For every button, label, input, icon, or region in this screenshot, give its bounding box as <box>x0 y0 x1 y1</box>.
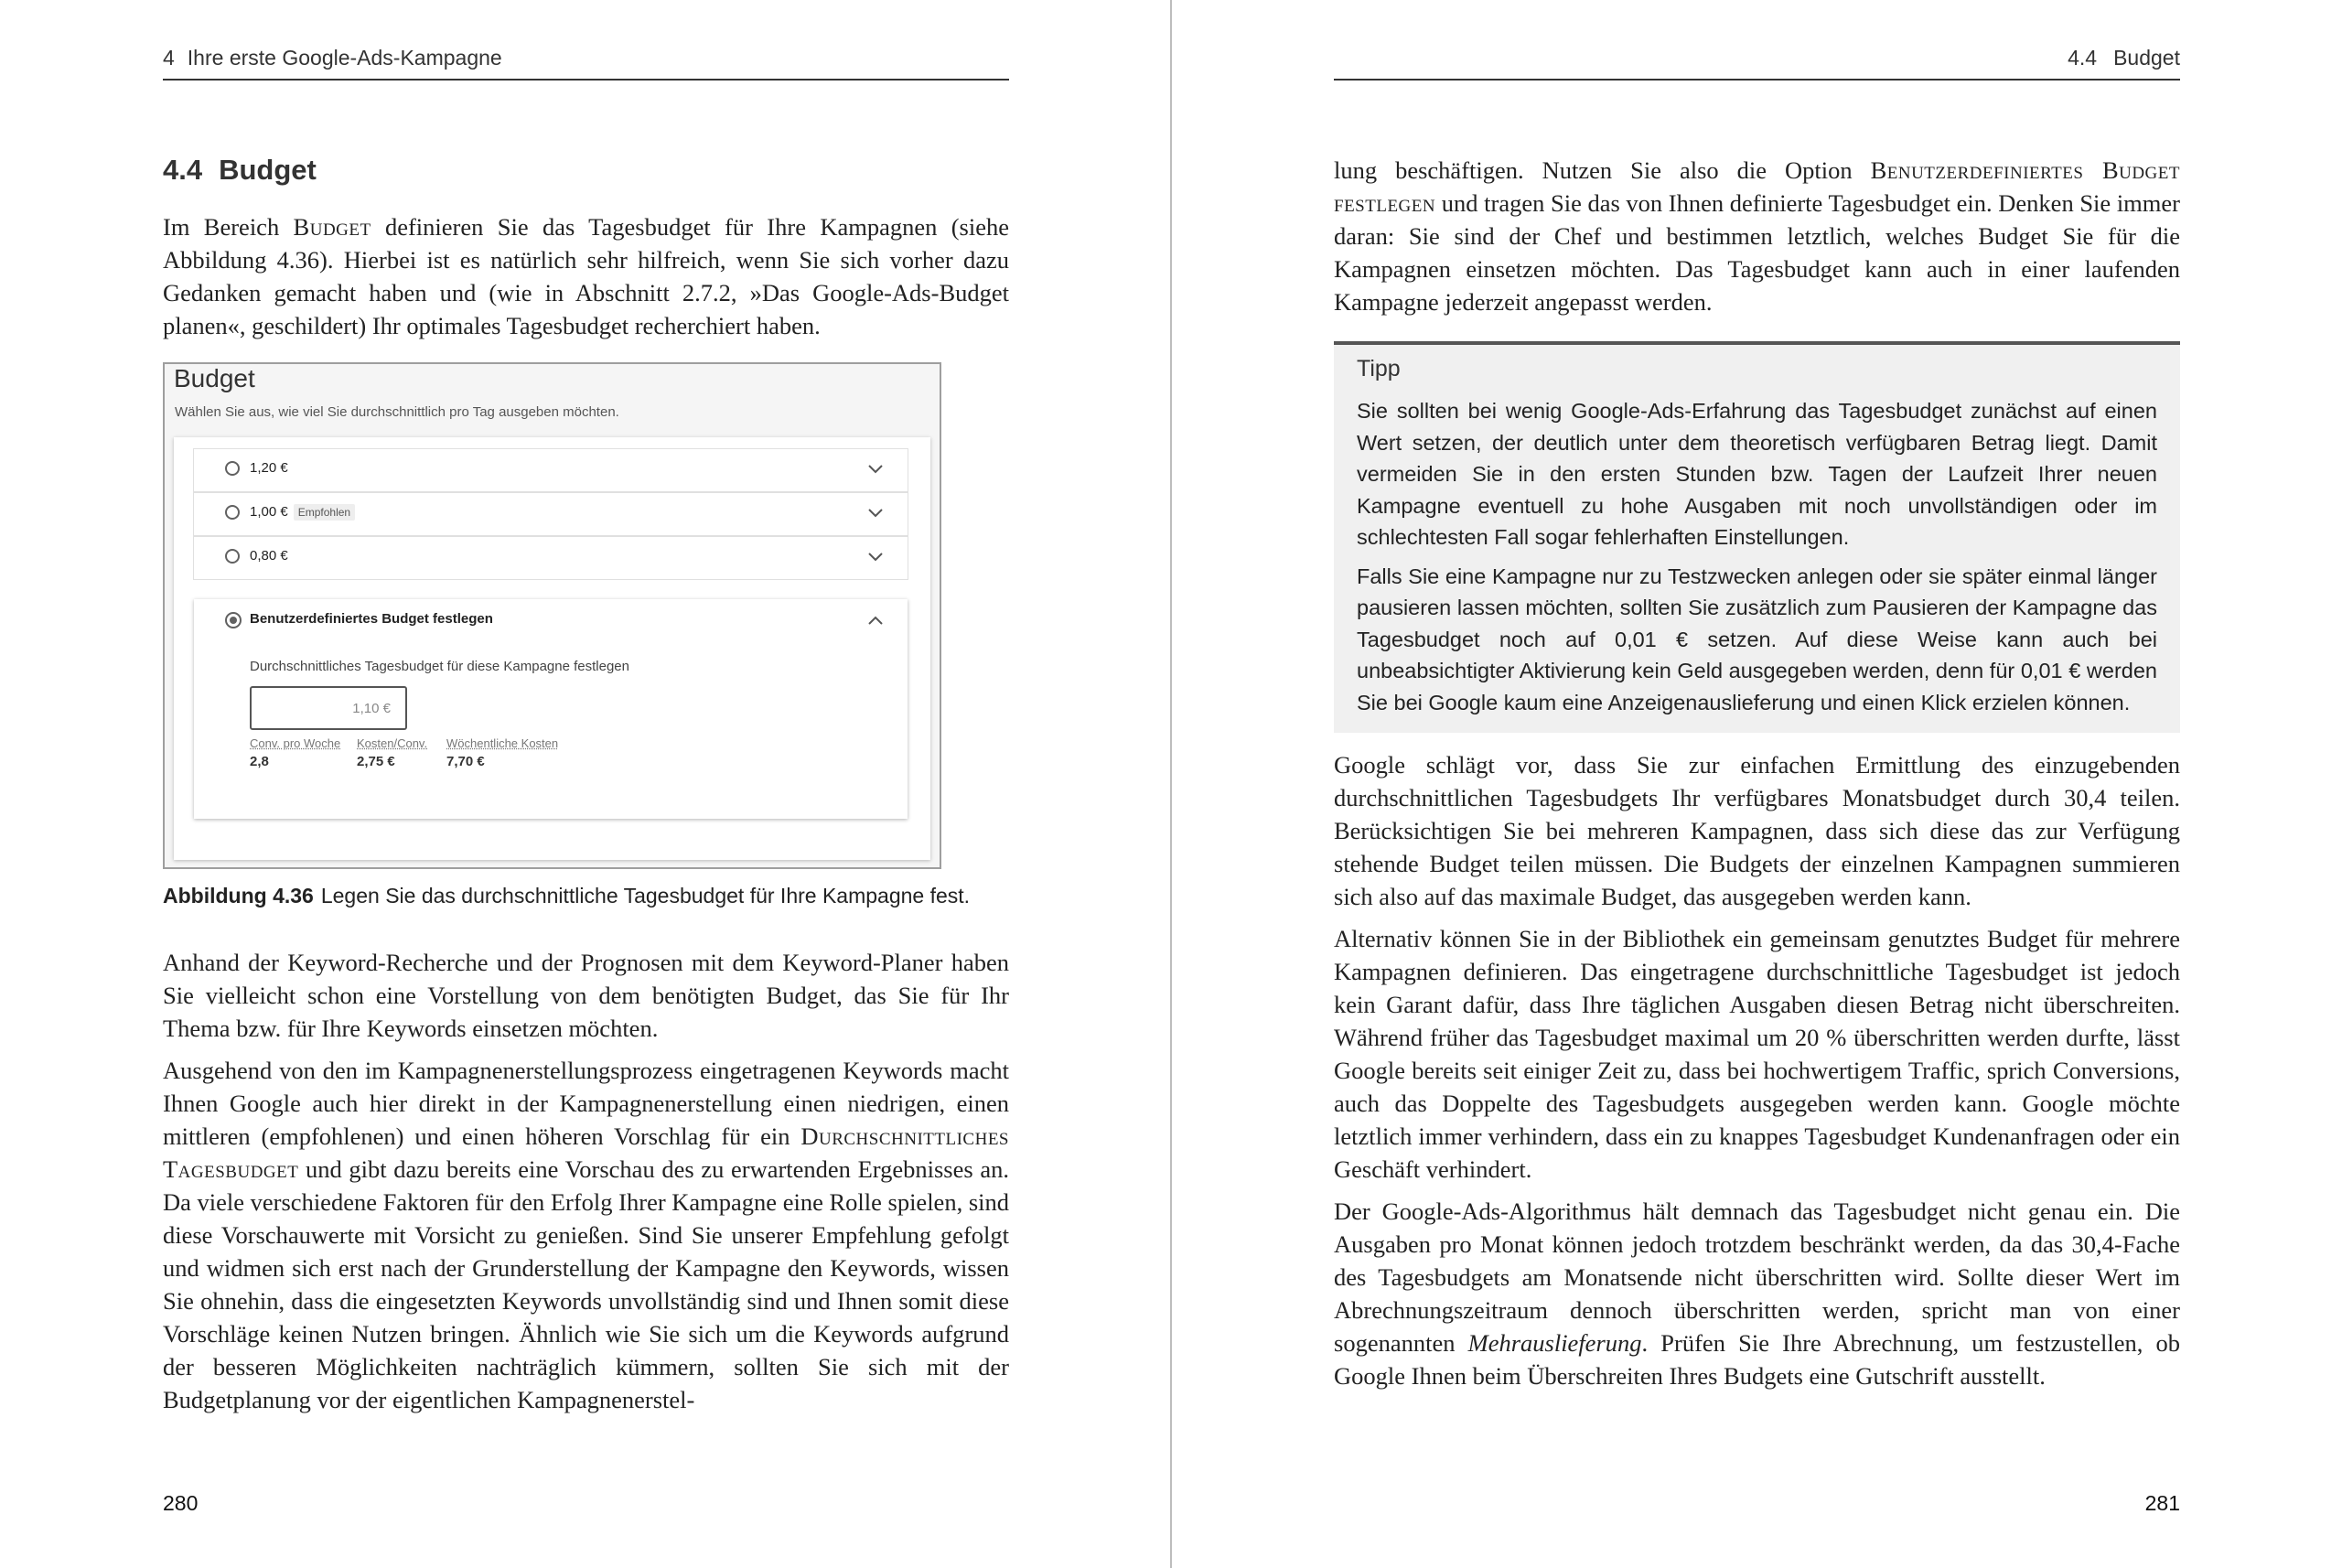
text-run: Im Bereich <box>163 213 294 241</box>
ui-term: Durchschnittliches Tagesbudget <box>163 1122 1009 1183</box>
text-run: . Prüfen Sie Ihre Abrechnung, um festzustellen, ob Google Ihnen beim Überschreiten Ihres Budgets eine Gutschrift ausstellt. <box>1334 1329 2180 1390</box>
intro-paragraph-block <box>163 210 1009 351</box>
right-page <box>1172 0 2342 1568</box>
radio-button[interactable] <box>225 461 240 476</box>
running-head <box>1334 46 2180 81</box>
chevron-down-icon[interactable] <box>865 458 886 478</box>
paragraph: Google schlägt vor, dass Sie zur einfachen Ermittlung des einzugebenden durchschnittlichen Tagesbudgets Ihr verfügbares Monatsbudget durch 30,4 teilen. Berücksichtigen Sie bei mehreren Kampagnen, dass sich diese das zur Verfügung stehende Budget teilen müssen. Die Budgets der einzelnen Kampagnen summieren sich also auf das maximale Budget, das ausgegeben werden kann. <box>1334 751 2180 910</box>
budget-option-1[interactable] <box>194 449 908 491</box>
figure-caption-label: Abbildung 4.36 <box>163 884 314 908</box>
figure-caption <box>163 884 1009 908</box>
stat-cost-per-conversion <box>357 736 427 769</box>
tip-paragraph: Sie sollten bei wenig Google-Ads-Erfahrung das Tagesbudget zunächst auf einen Wert setzen, der deutlich unter dem theoretisch verfügbaren Betrag liegt. Damit vermeiden Sie in den ersten Stunden bzw. Tagen der Laufzeit Ihrer neuen Kampagne eventuell zu hohe Ausgaben mit noch unvollständigen oder im schlechtesten Fall sogar fehlerhaften Einstellungen. <box>1357 399 2157 549</box>
text-run: und gibt dazu bereits eine Vorschau des zu erwartenden Ergebnisses an. Da viele verschiedene Faktoren für den Erfolg Ihrer Kampagne eine Rolle spielen, sind diese Vorschauwerte mit Vorsicht zu genießen. Sind Sie unserer Empfehlung gefolgt und widmen sich erst nach der Grunderstellung der Kampagne den Keywords, wissen Sie ohnehin, dass die eingesetzten Keywords unvollständig sind und Ihnen somit diese Vorschläge keinen Nutzen bringen. Ähnlich wie Sie sich um die Keywords aufgrund der besseren Möglichkeiten nachträglich kümmern, sollten Sie sich mit der Budgetplanung vor der eigentlichen Kampagnenerstel- <box>163 1155 1009 1413</box>
tip-paragraph: Falls Sie eine Kampagne nur zu Testzwecken anlegen oder sie später einmal länger pausieren lassen möchten, sollten Sie zusätzlich zum Pausieren der Kampagne das Tagesbudget noch auf 0,01 € setzen. Auf diese Weise kann auch bei unbeabsichtigter Aktivierung kein Geld ausgegeben werden, denn für 0,01 € werden Sie bei Google kaum eine Anzeigenauslieferung und einen Klick erzielen können. <box>1357 564 2157 714</box>
paragraph <box>1334 154 2180 318</box>
stat-label: Wöchentliche Kosten <box>446 736 559 750</box>
ui-term: Budget <box>293 213 371 241</box>
page-number: 280 <box>163 1491 199 1515</box>
section-number: 4.4 <box>2068 46 2098 70</box>
option-label: 1,20 € <box>250 460 288 476</box>
recommended-badge: Empfohlen <box>294 504 355 521</box>
section-number: 4.4 <box>163 154 203 186</box>
tip-title: Tipp <box>1357 356 1401 381</box>
left-page <box>0 0 1170 1568</box>
budget-options-card <box>174 437 930 860</box>
chapter-title: Ihre erste Google-Ads-Kampagne <box>187 46 502 70</box>
daily-budget-input[interactable] <box>250 686 407 730</box>
running-head <box>163 46 1009 81</box>
budget-option-2[interactable] <box>194 493 908 535</box>
stat-weekly-cost <box>446 736 558 769</box>
text-run: definieren Sie das Tagesbudget für Ihre Kampagnen (siehe Abbildung 4.36). Hierbei ist es natürlich sehr hilfreich, wenn Sie sich vorher dazu Gedanken gemacht haben und (wie in Abschnitt 2.7.2, »Das Google-Ads-Budget planen«, geschildert) Ihr optimales Tagesbudget recherchiert haben. <box>163 213 1009 339</box>
text-run: Ausgehend von den im Kampagnenerstellungsprozess eingetragenen Keywords macht Ihnen Google auch hier direkt in der Kampagnenerstellung einen niedrigen, einen mittleren (empfohlenen) und einen höheren Vorschlag für ein <box>163 1057 1009 1150</box>
figure-budget-title: Budget <box>174 364 255 392</box>
radio-button-selected[interactable] <box>225 612 242 628</box>
text-run: lung beschäftigen. Nutzen Sie also die Option <box>1334 156 1871 184</box>
body-text-right-top <box>1334 154 2180 328</box>
figure-caption-text: Legen Sie das durchschnittliche Tagesbudget für Ihre Kampagne fest. <box>320 884 971 908</box>
chapter-number: 4 <box>163 46 175 70</box>
custom-budget-label: Benutzerdefiniertes Budget festlegen <box>250 611 493 627</box>
tip-box <box>1334 341 2180 733</box>
daily-budget-field-label: Durchschnittliches Tagesbudget für diese Kampagne festlegen <box>250 659 629 674</box>
budget-screenshot-figure <box>163 362 941 869</box>
stat-value: 2,75 € <box>357 754 395 769</box>
emphasis-term: Mehrauslieferung <box>1467 1329 1642 1357</box>
body-text-right <box>1334 748 2180 1402</box>
paragraph <box>163 1054 1009 1416</box>
radio-button[interactable] <box>225 505 240 520</box>
stat-value: 7,70 € <box>446 754 485 769</box>
option-label: 1,00 € <box>250 504 288 520</box>
custom-budget-panel <box>194 599 908 819</box>
chevron-down-icon[interactable] <box>865 546 886 566</box>
figure-budget-subtitle: Wählen Sie aus, wie viel Sie durchschnittlich pro Tag ausgeben möchten. <box>175 404 619 420</box>
chevron-up-icon[interactable] <box>865 610 886 630</box>
intro-paragraph <box>163 210 1009 342</box>
daily-budget-value: 1,10 € <box>352 701 391 716</box>
paragraph: Anhand der Keyword-Recherche und der Prognosen mit dem Keyword-Planer haben Sie vielleicht schon eine Vorstellung von dem benötigten Budget, das Sie für Ihr Thema bzw. für Ihre Keywords einsetzen möchten. <box>163 949 1009 1042</box>
stat-conversions <box>250 736 340 769</box>
paragraph: Alternativ können Sie in der Bibliothek ein gemeinsam genutztes Budget für mehrere Kampagnen definieren. Das eingetragene durchschnittliche Tagesbudget ist jedoch kein Garant dafür, dass Ihre täglichen Ausgaben diesen Betrag nicht überschreiten. Während früher das Tagesbudget maximal um 20 % überschritten werden durfte, lässt Google bereits seit einiger Zeit zu, dass bei hochwertigem Traffic, sprich Conversions, auch das Doppelte des Tagesbudgets ausgegeben werden kann. Google möchte letztlich immer verhindern, dass ein zu knappes Tagesbudget Kundenanfragen oder ein Geschäft verhindert. <box>1334 925 2180 1183</box>
stat-label: Kosten/Conv. <box>357 736 428 750</box>
section-title <box>163 154 1009 187</box>
text-run: Der Google-Ads-Algorithmus hält demnach das Tagesbudget nicht genau ein. Die Ausgaben pro Monat können jedoch trotzdem beschränkt werden, da das 30,4-Fache des Tagesbudgets am Monatsende nicht überschritten wird. Sollte dieser Wert im Abrechnungszeitraum dennoch überschritten werden, spricht man von einer sogenannten <box>1334 1197 2180 1357</box>
page-number: 281 <box>2144 1491 2180 1515</box>
option-label: 0,80 € <box>250 548 288 564</box>
body-text-left <box>163 946 1009 1425</box>
option-label-with-badge <box>250 504 355 521</box>
paragraph <box>1334 1195 2180 1392</box>
section-title-text: Budget <box>219 154 317 186</box>
budget-option-3[interactable] <box>194 537 908 579</box>
text-run: und tragen Sie das von Ihnen definierte Tagesbudget ein. Denken Sie immer daran: Sie sind der Chef und bestimmen letztlich, welches Budget Sie für die Kampagnen einsetzen möchten. Das Tagesbudget kann auch in einer laufenden Kampagne jederzeit angepasst werden. <box>1334 189 2180 316</box>
chevron-down-icon[interactable] <box>865 502 886 522</box>
ui-term: Benutzerdefiniertes Budget festlegen <box>1334 156 2180 217</box>
stat-value: 2,8 <box>250 754 269 769</box>
radio-button[interactable] <box>225 549 240 564</box>
stat-label: Conv. pro Woche <box>250 736 341 750</box>
section-heading-block <box>163 154 1009 187</box>
section-title: Budget <box>2113 46 2180 70</box>
